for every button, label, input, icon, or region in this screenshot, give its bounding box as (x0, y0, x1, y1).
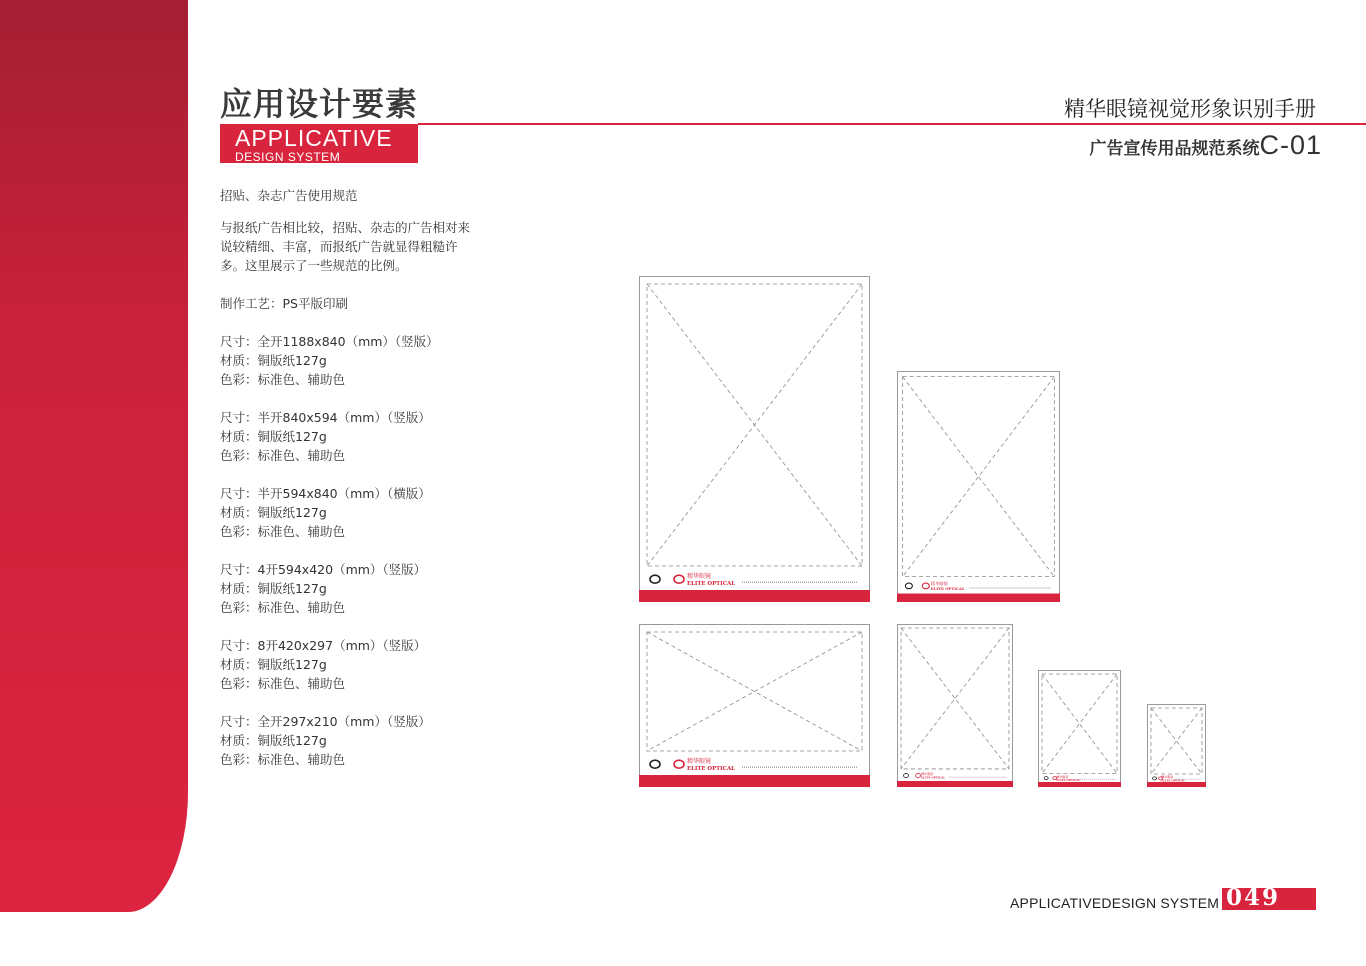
poster-canvas (1147, 704, 1206, 787)
logo-en-text: ELITE OPTICAL (687, 581, 735, 588)
poster-border (898, 372, 1060, 602)
poster-canvas (897, 624, 1013, 787)
spec-color: 色彩：标准色、辅助色 (220, 600, 346, 615)
logo-en-text: ELITE OPTICAL (1056, 778, 1081, 783)
logo-en-text: ELITE OPTICAL (921, 775, 946, 780)
poster-sample-quarter (897, 624, 1013, 787)
spec-color: 色彩：标准色、辅助色 (220, 448, 346, 463)
spec-size: 尺寸：全开297x210（mm）（竖版） (220, 714, 431, 729)
footer-label: APPLICATIVEDESIGN SYSTEM (1010, 895, 1220, 911)
page-title: 应用设计要素 (220, 85, 419, 123)
spec-size: 尺寸：半开594x840（mm）（横版） (220, 486, 431, 501)
title-badge (220, 124, 418, 163)
poster-sample-eighth (1038, 670, 1121, 787)
spec-color: 色彩：标准色、辅助色 (220, 752, 346, 767)
logo-cn-text: 精华眼镜 (687, 758, 712, 766)
poster-bottom-bar (1038, 782, 1121, 787)
badge-line-2: DESIGN SYSTEM (235, 150, 341, 164)
logo-en-text: ELITE OPTICAL (930, 586, 965, 592)
spec-block-6 (220, 712, 431, 769)
intro-title: 招贴、杂志广告使用规范 (220, 188, 358, 203)
poster-sample-half-landscape (639, 624, 870, 787)
section-number: C-01 (1259, 130, 1322, 160)
header-divider (418, 123, 1366, 125)
badge-line-1: APPLICATIVE (235, 125, 393, 151)
spec-block-5 (220, 636, 426, 693)
spec-block-3 (220, 484, 431, 541)
section-name: 广告宣传用品规范系统 (1089, 139, 1260, 159)
spec-material: 材质：铜版纸127g (220, 657, 327, 672)
poster-bottom-bar (639, 590, 870, 602)
poster-bottom-bar (639, 775, 870, 787)
process-text: 制作工艺：PS平版印刷 (220, 296, 348, 311)
poster-border (1039, 671, 1121, 787)
poster-bottom-bar (897, 781, 1013, 787)
spec-block-2 (220, 408, 431, 465)
spec-block-1 (220, 332, 439, 389)
logo-cn-text: 精华眼镜 (930, 581, 948, 587)
spec-block-4 (220, 560, 426, 617)
poster-sample-half-portrait (897, 371, 1060, 602)
poster-border (640, 277, 870, 602)
page-number: 049 (1226, 884, 1281, 911)
logo-en-text: ELITE OPTICAL (1161, 778, 1186, 783)
left-red-band (0, 0, 188, 912)
spec-material: 材质：铜版纸127g (220, 505, 327, 520)
spec-material: 材质：铜版纸127g (220, 353, 327, 368)
spec-size: 尺寸：半开840x594（mm）（竖版） (220, 410, 431, 425)
spec-material: 材质：铜版纸127g (220, 733, 327, 748)
logo-en-text: ELITE OPTICAL (687, 766, 735, 773)
poster-canvas (639, 624, 870, 787)
section-code (1089, 130, 1322, 161)
spec-material: 材质：铜版纸127g (220, 581, 327, 596)
poster-canvas (897, 371, 1060, 602)
poster-canvas (639, 276, 870, 602)
logo-cn-text: 精华眼镜 (1161, 775, 1174, 780)
spec-size: 尺寸：全开1188x840（mm）（竖版） (220, 334, 439, 349)
manual-title: 精华眼镜视觉形象识别手册 (1064, 97, 1316, 121)
spec-color: 色彩：标准色、辅助色 (220, 524, 346, 539)
poster-bottom-bar (1147, 782, 1206, 787)
intro-body: 与报纸广告相比较，招贴、杂志的广告相对来说较精细、丰富，而报纸广告就显得粗糙许多。这里展示了一些规范的比例。 (220, 220, 471, 273)
logo-cn-text: 精华眼镜 (921, 772, 934, 777)
poster-canvas (1038, 670, 1121, 787)
poster-border (898, 625, 1013, 787)
poster-bottom-bar (897, 594, 1060, 602)
logo-cn-text: 精华眼镜 (687, 573, 712, 581)
spec-material: 材质：铜版纸127g (220, 429, 327, 444)
spec-size: 尺寸：4开594x420（mm）（竖版） (220, 562, 427, 577)
spec-size: 尺寸：8开420x297（mm）（竖版） (220, 638, 427, 653)
spec-color: 色彩：标准色、辅助色 (220, 676, 346, 691)
logo-cn-text: 精华眼镜 (1056, 774, 1069, 779)
poster-sample-full (639, 276, 870, 602)
poster-sample-small (1147, 704, 1206, 787)
spec-color: 色彩：标准色、辅助色 (220, 372, 346, 387)
